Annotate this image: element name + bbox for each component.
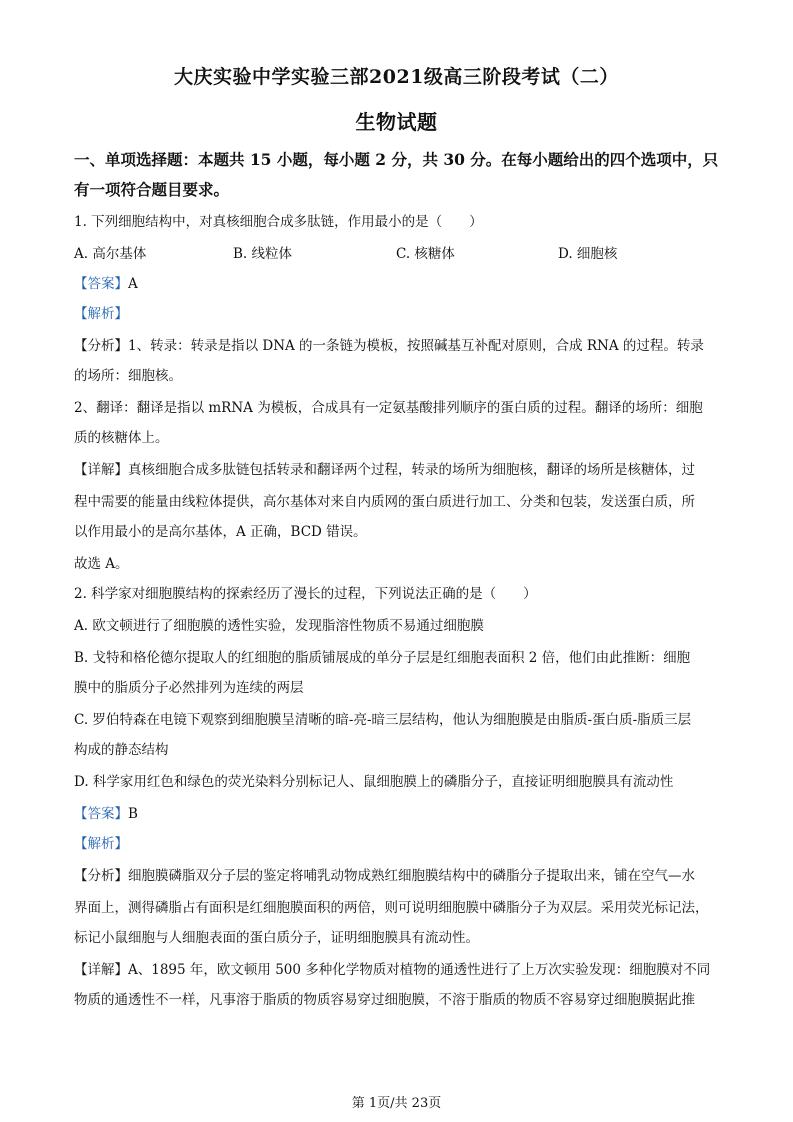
fenxi-text: 1、转录：转录是指以 DNA 的一条链为模板，按照碱基互补配对原则，合成 RNA 的过程。转录 (128, 338, 704, 354)
q1-option-c: C. 核糖体 (396, 246, 455, 262)
q2-option-c-line1: C. 罗伯特森在电镜下观察到细胞膜呈清晰的暗-亮-暗三层结构，他认为细胞膜是由脂质-蛋白质-脂质三层 (74, 712, 692, 728)
subject-title: 生物试题 (355, 110, 438, 134)
q1-stem: 1. 下列细胞结构中，对真核细胞合成多肽链，作用最小的是（ ） (74, 214, 483, 230)
page-number: 第 1页/共 23页 (351, 1096, 442, 1111)
q2-option-b-line1: B. 戈特和格伦德尔提取人的红细胞的脂质铺展成的单分子层是红细胞表面积 2 倍，他们由此推断：细胞 (74, 650, 691, 666)
fenxi-tag: 【分析】 (74, 868, 128, 884)
detail-tag: 【详解】 (74, 962, 128, 978)
detail-text: A、1895 年，欧文顿用 500 多种化学物质对植物的通透性进行了上万次实验发现：细胞膜对不同 (128, 962, 711, 978)
answer-value: B (128, 806, 138, 822)
analysis-tag: 【解析】 (74, 306, 128, 322)
q1-fenxi-line3: 2、翻译：翻译是指以 mRNA 为模板，合成具有一定氨基酸排列顺序的蛋白质的过程。翻译的场所：细胞 (74, 400, 703, 416)
q1-option-b: B. 线粒体 (233, 246, 293, 262)
detail-text: 真核细胞合成多肽链包括转录和翻译两个过程，转录的场所为细胞核，翻译的场所是核糖体，过 (128, 462, 695, 478)
q2-fenxi-line3: 标记小鼠细胞与人细胞表面的蛋白质分子，证明细胞膜具有流动性。 (74, 930, 479, 946)
q1-option-d: D. 细胞核 (558, 246, 618, 262)
section-heading-line1: 一、单项选择题：本题共 15 小题，每小题 2 分，共 30 分。在每小题给出的四个选项中，只 (74, 150, 719, 169)
q1-answer (74, 274, 718, 294)
q1-conclusion: 故选 A。 (74, 556, 129, 572)
q2-analysis-heading (74, 834, 718, 854)
analysis-tag: 【解析】 (74, 836, 128, 852)
detail-tag: 【详解】 (74, 462, 128, 478)
section-heading-line2: 有一项符合题目要求。 (74, 180, 230, 199)
q1-analysis-heading (74, 304, 718, 324)
fenxi-text: 细胞膜磷脂双分子层的鉴定将哺乳动物成熟红细胞膜结构中的磷脂分子提取出来，铺在空气—水 (128, 868, 695, 884)
answer-tag: 【答案】 (74, 806, 128, 822)
q2-stem: 2. 科学家对细胞膜结构的探索经历了漫长的过程，下列说法正确的是（ ） (74, 586, 537, 602)
q2-option-c-line2: 构成的静态结构 (74, 742, 169, 758)
answer-value: A (128, 276, 138, 292)
q1-fenxi-line1 (74, 336, 718, 356)
answer-tag: 【答案】 (74, 276, 128, 292)
q2-detail-line2: 物质的通透性不一样，凡事溶于脂质的物质容易穿过细胞膜，不溶于脂质的物质不容易穿过细胞膜据此推 (74, 992, 695, 1008)
q1-fenxi-line4: 质的核糖体上。 (74, 430, 169, 446)
q2-detail-line1 (74, 960, 718, 980)
q2-answer (74, 804, 718, 824)
q2-option-a: A. 欧文顿进行了细胞膜的透性实验，发现脂溶性物质不易通过细胞膜 (74, 618, 484, 634)
q1-detail-line2: 程中需要的能量由线粒体提供，高尔基体对来自内质网的蛋白质进行加工、分类和包装，发送蛋白质，所 (74, 494, 695, 510)
q1-option-a: A. 高尔基体 (74, 246, 147, 262)
q2-option-d: D. 科学家用红色和绿色的荧光染料分别标记人、鼠细胞膜上的磷脂分子，直接证明细胞膜具有流动性 (74, 774, 674, 790)
fenxi-tag: 【分析】 (74, 338, 128, 354)
q1-detail-line1 (74, 460, 718, 480)
exam-title: 大庆实验中学实验三部2021级高三阶段考试（二） (174, 66, 619, 88)
q2-fenxi-line2: 界面上，测得磷脂占有面积是红细胞膜面积的两倍，则可说明细胞膜中磷脂分子为双层。采用荧光标记法， (74, 900, 709, 916)
q1-fenxi-line2: 的场所：细胞核。 (74, 368, 182, 384)
q1-detail-line3: 以作用最小的是高尔基体，A 正确，BCD 错误。 (74, 524, 367, 540)
q2-option-b-line2: 膜中的脂质分子必然排列为连续的两层 (74, 680, 304, 696)
q2-fenxi-line1 (74, 866, 718, 886)
